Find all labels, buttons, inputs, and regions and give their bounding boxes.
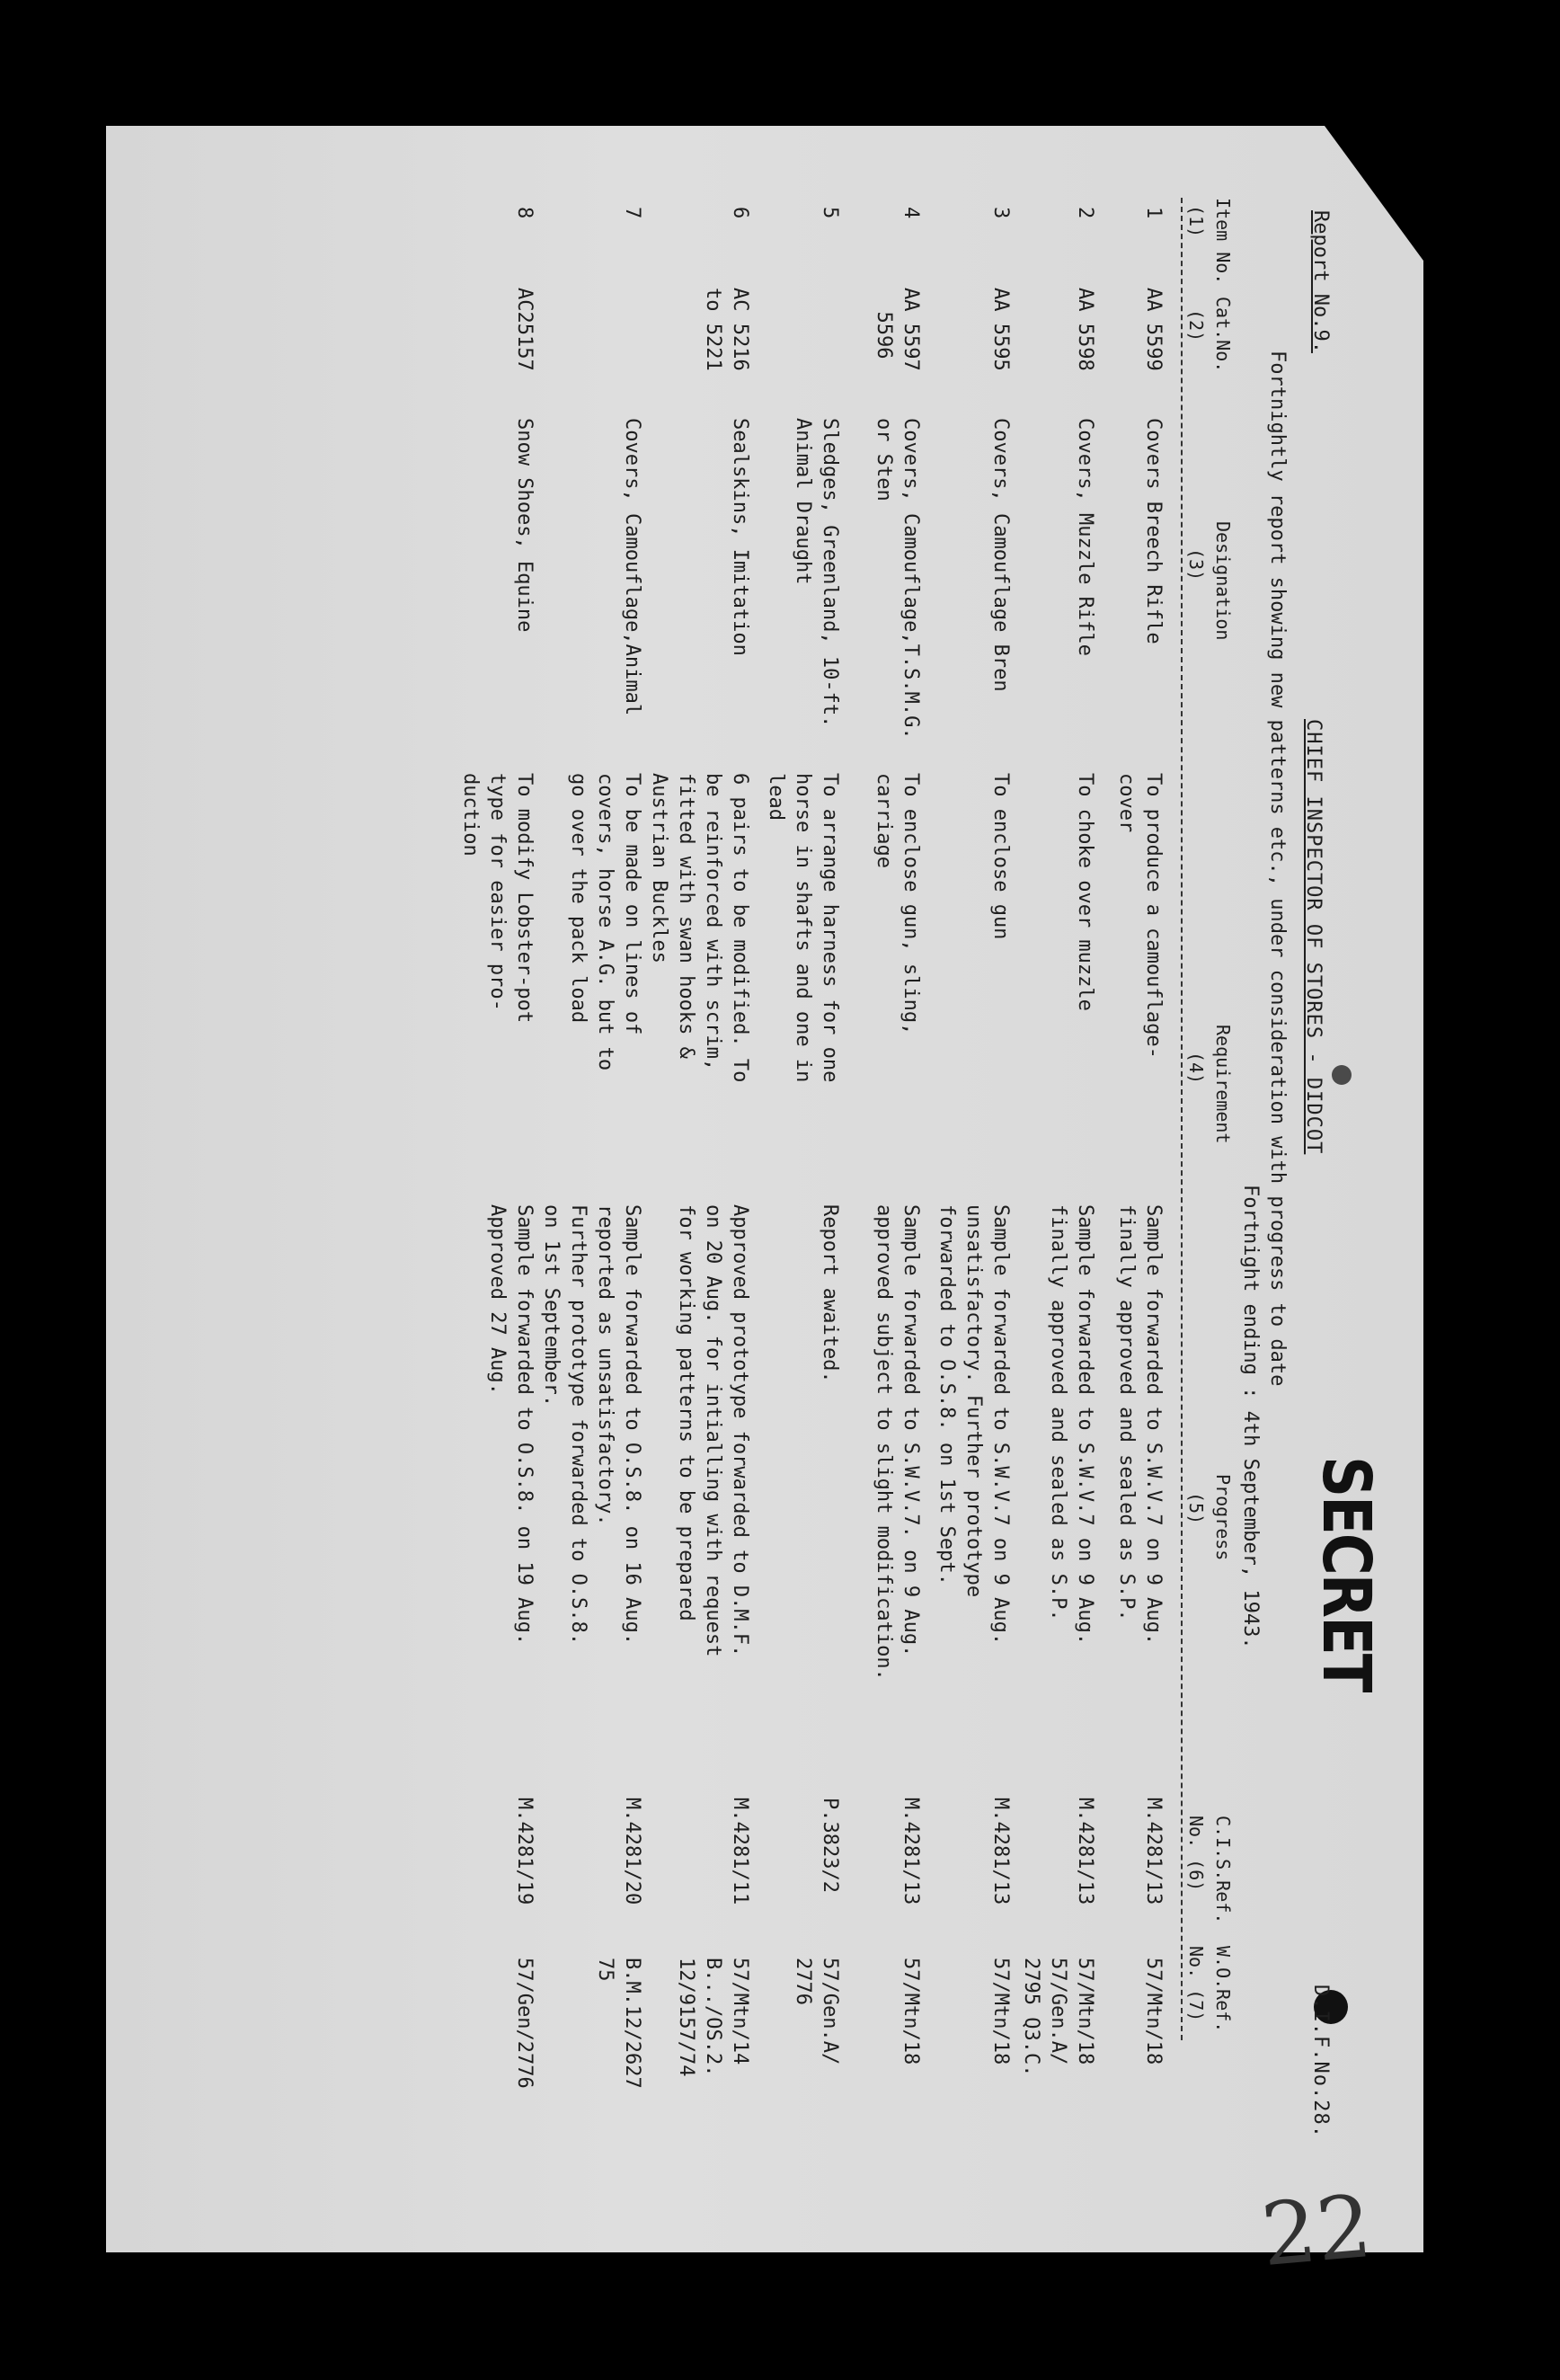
row-5-wo-ref: 57/Gen.A/ 2776 (792, 1958, 841, 2065)
col-header-cat: Cat.No. (2) (1185, 297, 1234, 373)
row-6-wo-ref: 57/Mtn/14 B.../OS.2. 12/9157/74 (675, 1958, 751, 2077)
row-2-cat: AA 5598 (1074, 288, 1096, 371)
row-7-designation: Covers, Camouflage,Animal (621, 418, 643, 716)
report-subtitle: Fortnightly report showing new patterns etc., under consideration with progress to date (1266, 351, 1289, 1387)
row-7-progress: Sample forwarded to O.S.8. on 16 Aug. reported as unsatisfactory. Further prototype forwarded to O.S.8. on 1st September. (540, 1204, 643, 1646)
row-6-progress: Approved prototype forwarded to D.M.F. on 20 Aug. for intialling with request for working patterns to be prepared (675, 1204, 751, 1657)
row-4-requirement: To enclose gun, sling, carriage (873, 773, 922, 1035)
row-3-progress: Sample forwarded to S.W.V.7 on 9 Aug. unsatisfactory. Further prototype forwarded to O.S.8. on 1st Sept. (935, 1204, 1012, 1646)
row-3-cat: AA 5595 (989, 288, 1012, 371)
row-7-cis-ref: M.4281/20 (621, 1798, 643, 1905)
row-4-item: 4 (900, 207, 922, 219)
row-3-item: 3 (989, 207, 1012, 219)
row-2-item: 2 (1074, 207, 1096, 219)
row-7-wo-ref: B.M.12/2627 75 (594, 1958, 643, 2089)
col-header-item: Item No. (1) (1185, 198, 1234, 285)
col-header-requirement: Requirement (4) (1185, 1025, 1234, 1144)
row-5-item: 5 (819, 207, 841, 219)
row-2-progress: Sample forwarded to S.W.V.7 on 9 Aug. finally approved and sealed as S.P. (1047, 1204, 1096, 1646)
row-4-designation: Covers, Camouflage,T.S.M.G. or Sten (873, 418, 922, 740)
col-header-designation: Designation (3) (1185, 521, 1234, 641)
row-8-progress: Sample forwarded to O.S.8. on 19 Aug. Approved 27 Aug. (486, 1204, 536, 1646)
row-4-cis-ref: M.4281/13 (900, 1798, 922, 1905)
row-8-wo-ref: 57/Gen/2776 (513, 1958, 536, 2089)
row-7-requirement: To be made on lines of covers, horse A.G. but to go over the pack load (567, 773, 643, 1071)
row-1-requirement: To produce a camouflage- cover (1115, 773, 1165, 1059)
row-4-cat: AA 5597 5596 (873, 288, 922, 371)
report-number: Report No.9. (1309, 210, 1332, 353)
row-6-cat: AC 5216 to 5221 (702, 288, 751, 371)
document-title: CHIEF INSPECTOR OF STORES - DIDCOT (1302, 719, 1325, 1155)
row-3-designation: Covers, Camouflage Bren (989, 418, 1012, 692)
corner-cut (1325, 126, 1423, 261)
row-3-requirement: To enclose gun (989, 773, 1012, 940)
col-header-cis-ref: C.I.S.Ref. No. (6) (1185, 1816, 1234, 1924)
row-4-wo-ref: 57/Mtn/18 (900, 1958, 922, 2065)
col-header-wo-ref: W.O.Ref. No. (7) (1185, 1946, 1234, 2033)
row-2-wo-ref: 57/Mtn/18 57/Gen.A/ 2795 Q3.C. (1020, 1958, 1096, 2077)
fortnight-ending: Fortnight ending : 4th September, 1943. (1239, 1185, 1262, 1649)
row-5-requirement: To arrange harness for one horse in shafts and one in lead (765, 773, 841, 1083)
row-2-designation: Covers, Muzzle Rifle (1074, 418, 1096, 656)
row-1-cat: AA 5599 (1142, 288, 1165, 371)
row-6-designation: Sealskins, Imitation (729, 418, 751, 656)
row-5-cis-ref: P.3823/2 (819, 1798, 841, 1893)
row-1-progress: Sample forwarded to S.W.V.7 on 9 Aug. finally approved and sealed as S.P. (1115, 1204, 1165, 1646)
row-5-progress: Report awaited. (819, 1204, 841, 1383)
header-rule (1181, 198, 1183, 2040)
secret-stamp: SECRET (1307, 1456, 1384, 1692)
directive-number: D.I.F.No.28. (1309, 1985, 1332, 2138)
row-1-cis-ref: M.4281/13 (1142, 1798, 1165, 1905)
row-8-designation: Snow Shoes, Equine (513, 418, 536, 633)
row-4-progress: Sample forwarded to S.W.V.7. on 9 Aug. approved subject to slight modification. (873, 1204, 922, 1681)
row-1-item: 1 (1142, 207, 1165, 219)
row-6-item: 6 (729, 207, 751, 219)
col-header-progress: Progress (5) (1185, 1474, 1234, 1561)
row-8-cat: AC25157 (513, 288, 536, 371)
row-3-wo-ref: 57/Mtn/18 (989, 1958, 1012, 2065)
row-7-item: 7 (621, 207, 643, 219)
row-6-cis-ref: M.4281/11 (729, 1798, 751, 1905)
document-page (165, 198, 1384, 2247)
row-2-cis-ref: M.4281/13 (1074, 1798, 1096, 1905)
row-6-requirement: 6 pairs to be modified. To be reinforced with scrim, fitted with swan hooks & Austrian Buckles (648, 773, 751, 1083)
row-1-wo-ref: 57/Mtn/18 (1142, 1958, 1165, 2065)
row-8-item: 8 (513, 207, 536, 219)
handwritten-page-mark: 22 (1257, 2175, 1376, 2287)
row-8-cis-ref: M.4281/19 (513, 1798, 536, 1905)
row-8-requirement: To modify Lobster-pot type for easier pro- duction (459, 773, 536, 1024)
row-2-requirement: To choke over muzzle (1074, 773, 1096, 1011)
row-3-cis-ref: M.4281/13 (989, 1798, 1012, 1905)
punch-hole (1332, 1065, 1352, 1085)
row-1-designation: Covers Breech Rifle (1142, 418, 1165, 644)
row-5-designation: Sledges, Greenland, 10-ft. Animal Draught (792, 418, 841, 728)
